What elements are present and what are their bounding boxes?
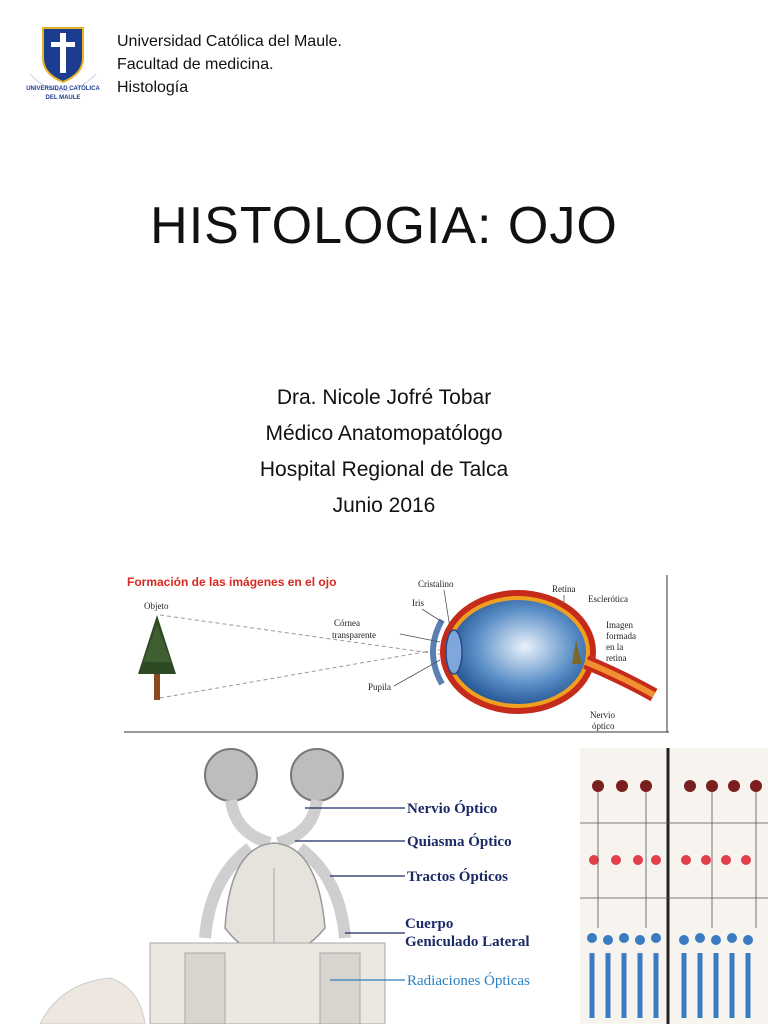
label-imagen-1: Imagen: [606, 620, 633, 630]
label-geniculado-lateral: Geniculado Lateral: [405, 934, 530, 950]
label-nervio-optico: Nervio Óptico: [407, 801, 498, 817]
tree-object: [138, 615, 176, 700]
label-quiasma-optico: Quiasma Óptico: [407, 834, 512, 850]
label-iris: Iris: [412, 598, 424, 608]
label-cristalino: Cristalino: [418, 579, 454, 589]
institution-line: Universidad Católica del Maule.: [117, 33, 342, 50]
label-retina: Retina: [552, 584, 576, 594]
faculty-line: Facultad de medicina.: [117, 56, 274, 73]
eye-figure-title: Formación de las imágenes en el ojo: [127, 575, 337, 589]
label-cornea-1: Córnea: [334, 618, 360, 628]
right-eyeball: [291, 749, 343, 801]
label-tractos-opticos: Tractos Ópticos: [407, 869, 508, 885]
page-title: HISTOLOGIA: OJO: [150, 197, 618, 255]
label-esclerotica: Esclerótica: [588, 594, 628, 604]
retina-layers-illustration: [580, 748, 768, 1024]
author-block: [0, 380, 768, 524]
visual-pathway-figure: [0, 748, 768, 1024]
label-imagen-3: en la: [606, 642, 624, 652]
logo-text-top: UNIVERSIDAD CATÓLICA: [26, 86, 100, 92]
label-cuerpo: Cuerpo: [405, 916, 454, 932]
label-nervio-1: Nervio: [590, 710, 615, 720]
author-hospital: Hospital Regional de Talca: [259, 458, 509, 481]
institution-block: [117, 30, 342, 99]
label-imagen-2: formada: [606, 631, 636, 641]
label-radiaciones-opticas: Radiaciones Ópticas: [407, 973, 530, 989]
label-cornea-2: transparente: [332, 630, 376, 640]
author-role: Médico Anatomopatólogo: [265, 422, 503, 445]
label-objeto: Objeto: [144, 601, 169, 611]
author-date: Junio 2016: [332, 494, 436, 517]
left-eyeball: [205, 749, 257, 801]
label-nervio-2: óptico: [592, 721, 615, 731]
author-name: Dra. Nicole Jofré Tobar: [276, 386, 492, 409]
university-logo: [22, 24, 104, 102]
label-imagen-4: retina: [606, 653, 627, 663]
eye-image-formation-figure: [124, 570, 669, 735]
subject-line: Histología: [117, 79, 189, 96]
label-pupila: Pupila: [368, 682, 392, 692]
logo-text-bottom: DEL MAULE: [45, 95, 81, 101]
eye-diagram: [433, 590, 654, 714]
